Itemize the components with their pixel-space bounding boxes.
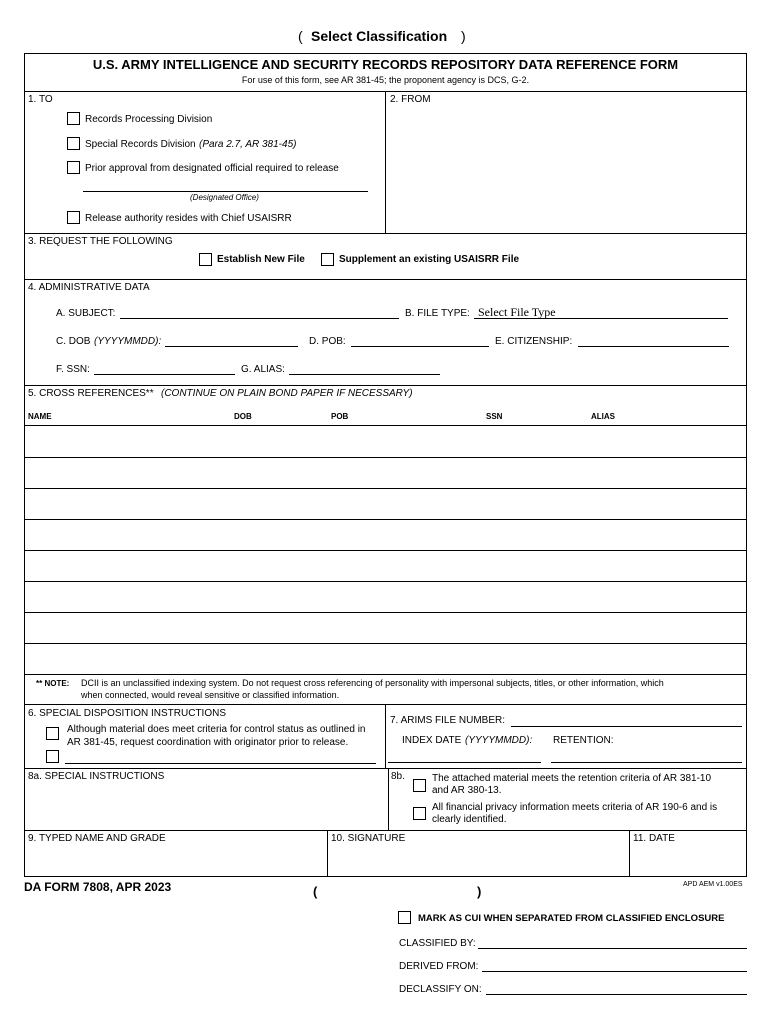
footnote-line2: when connected, would reveal sensitive or classified information.: [81, 690, 340, 700]
section-3-label: 3. REQUEST THE FOLLOWING: [28, 236, 173, 247]
section-9-label: 9. TYPED NAME AND GRADE: [28, 833, 166, 844]
special-records-ref: (Para 2.7, AR 381-45): [199, 139, 297, 150]
citizenship-label: E. CITIZENSHIP:: [495, 336, 573, 347]
table-row[interactable]: [24, 612, 747, 613]
table-row[interactable]: [24, 519, 747, 520]
section-5-note: (CONTINUE ON PLAIN BOND PAPER IF NECESSARY): [161, 388, 413, 399]
table-row[interactable]: [24, 488, 747, 489]
form-version: APD AEM v1.00ES: [683, 881, 743, 888]
ssn-label: F. SSN:: [56, 364, 90, 375]
declassify-on-field[interactable]: [486, 994, 747, 995]
column-dob: DOB: [234, 412, 252, 421]
arims-label: 7. ARIMS FILE NUMBER:: [390, 715, 506, 726]
section-2-label: 2. FROM: [390, 94, 431, 105]
disposition-line1: Although material does meet criteria for control status as outlined in: [67, 724, 366, 735]
form-title: U.S. ARMY INTELLIGENCE AND SECURITY RECORDS REPOSITORY DATA REFERENCE FORM: [92, 57, 679, 72]
subject-field[interactable]: [120, 318, 399, 319]
special-records-label: Special Records Division: [85, 139, 196, 150]
disposition-coordination-checkbox[interactable]: [46, 727, 59, 740]
derived-from-label: DERIVED FROM:: [399, 961, 479, 972]
ssn-field[interactable]: [94, 374, 235, 375]
section-10-label: 10. SIGNATURE: [331, 833, 406, 844]
section-8a-label: 8a. SPECIAL INSTRUCTIONS: [28, 771, 165, 782]
classified-by-label: CLASSIFIED BY:: [399, 938, 476, 949]
bottom-classification-close: ): [477, 884, 482, 899]
retention-criteria-line1: The attached material meets the retention criteria of AR 381-10: [432, 773, 712, 784]
financial-privacy-line2: clearly identified.: [432, 814, 507, 825]
bottom-classification-open: (: [313, 884, 318, 899]
dob-label: C. DOB: [56, 336, 91, 347]
dob-format: (YYYYMMDD):: [94, 336, 162, 347]
footnote-bold: ** NOTE:: [36, 679, 70, 688]
disposition-other-checkbox[interactable]: [46, 750, 59, 763]
section-11-label: 11. DATE: [633, 833, 675, 844]
classified-by-field[interactable]: [478, 948, 747, 949]
table-row[interactable]: [24, 550, 747, 551]
retention-field[interactable]: [551, 762, 742, 763]
retention-criteria-checkbox[interactable]: [413, 779, 426, 792]
mark-cui-label: MARK AS CUI WHEN SEPARATED FROM CLASSIFIED ENCLOSURE: [418, 913, 725, 924]
designated-office-field[interactable]: [83, 191, 368, 192]
form-subtitle: For use of this form, see AR 381-45; the proponent agency is DCS, G-2.: [241, 75, 530, 85]
section-4-label: 4. ADMINISTRATIVE DATA: [28, 282, 150, 293]
index-date-field[interactable]: [388, 762, 541, 763]
pob-label: D. POB:: [309, 336, 346, 347]
section-1-label: 1. TO: [28, 94, 53, 105]
prior-approval-checkbox[interactable]: [67, 161, 80, 174]
index-date-label: INDEX DATE: [402, 735, 462, 746]
index-date-format: (YYYYMMDD):: [465, 735, 533, 746]
establish-new-file-checkbox[interactable]: [199, 253, 212, 266]
section-6-label: 6. SPECIAL DISPOSITION INSTRUCTIONS: [28, 708, 226, 719]
form-id: DA FORM 7808, APR 2023: [24, 880, 172, 894]
section-8b-label: 8b.: [391, 771, 405, 782]
designated-office-caption: (Designated Office): [190, 193, 259, 202]
classification-select[interactable]: Select Classification: [311, 28, 448, 44]
arims-field[interactable]: [511, 726, 742, 727]
release-authority-checkbox[interactable]: [67, 211, 80, 224]
table-row[interactable]: [24, 674, 747, 675]
table-row[interactable]: [24, 457, 747, 458]
establish-new-file-label: Establish New File: [217, 254, 305, 265]
alias-label: G. ALIAS:: [241, 364, 285, 375]
derived-from-field[interactable]: [482, 971, 747, 972]
citizenship-field[interactable]: [578, 346, 729, 347]
financial-privacy-checkbox[interactable]: [413, 807, 426, 820]
subject-label: A. SUBJECT:: [56, 308, 116, 319]
file-type-select[interactable]: Select File Type: [478, 305, 556, 319]
records-processing-label: Records Processing Division: [85, 114, 213, 125]
disposition-other-field[interactable]: [65, 763, 376, 764]
table-row[interactable]: [24, 581, 747, 582]
dob-field[interactable]: [165, 346, 298, 347]
column-name: NAME: [28, 412, 52, 421]
records-processing-checkbox[interactable]: [67, 112, 80, 125]
section-5-label: 5. CROSS REFERENCES**: [28, 388, 154, 399]
footnote-line1: DCII is an unclassified indexing system. Do not request cross referencing of personality with impersonal subjects, titles, or other information, which: [81, 678, 664, 688]
column-pob: POB: [331, 412, 349, 421]
disposition-line2: AR 381-45, request coordination with originator prior to release.: [67, 737, 349, 748]
mark-cui-checkbox[interactable]: [398, 911, 411, 924]
table-row[interactable]: [24, 643, 747, 644]
alias-field[interactable]: [289, 374, 440, 375]
file-type-label: B. FILE TYPE:: [405, 308, 470, 319]
release-authority-label: Release authority resides with Chief USAISRR: [85, 213, 292, 224]
supplement-file-label: Supplement an existing USAISRR File: [339, 254, 520, 265]
pob-field[interactable]: [351, 346, 489, 347]
retention-criteria-line2: and AR 380-13.: [432, 785, 502, 796]
column-alias: ALIAS: [591, 412, 615, 421]
column-ssn: SSN: [486, 412, 503, 421]
special-records-checkbox[interactable]: [67, 137, 80, 150]
supplement-file-checkbox[interactable]: [321, 253, 334, 266]
retention-label: RETENTION:: [553, 735, 614, 746]
classification-close-paren: ): [461, 28, 466, 44]
declassify-on-label: DECLASSIFY ON:: [399, 984, 482, 995]
prior-approval-label: Prior approval from designated official required to release: [85, 163, 339, 174]
classification-open-paren: (: [298, 28, 303, 44]
financial-privacy-line1: All financial privacy information meets criteria of AR 190-6 and is: [432, 802, 718, 813]
